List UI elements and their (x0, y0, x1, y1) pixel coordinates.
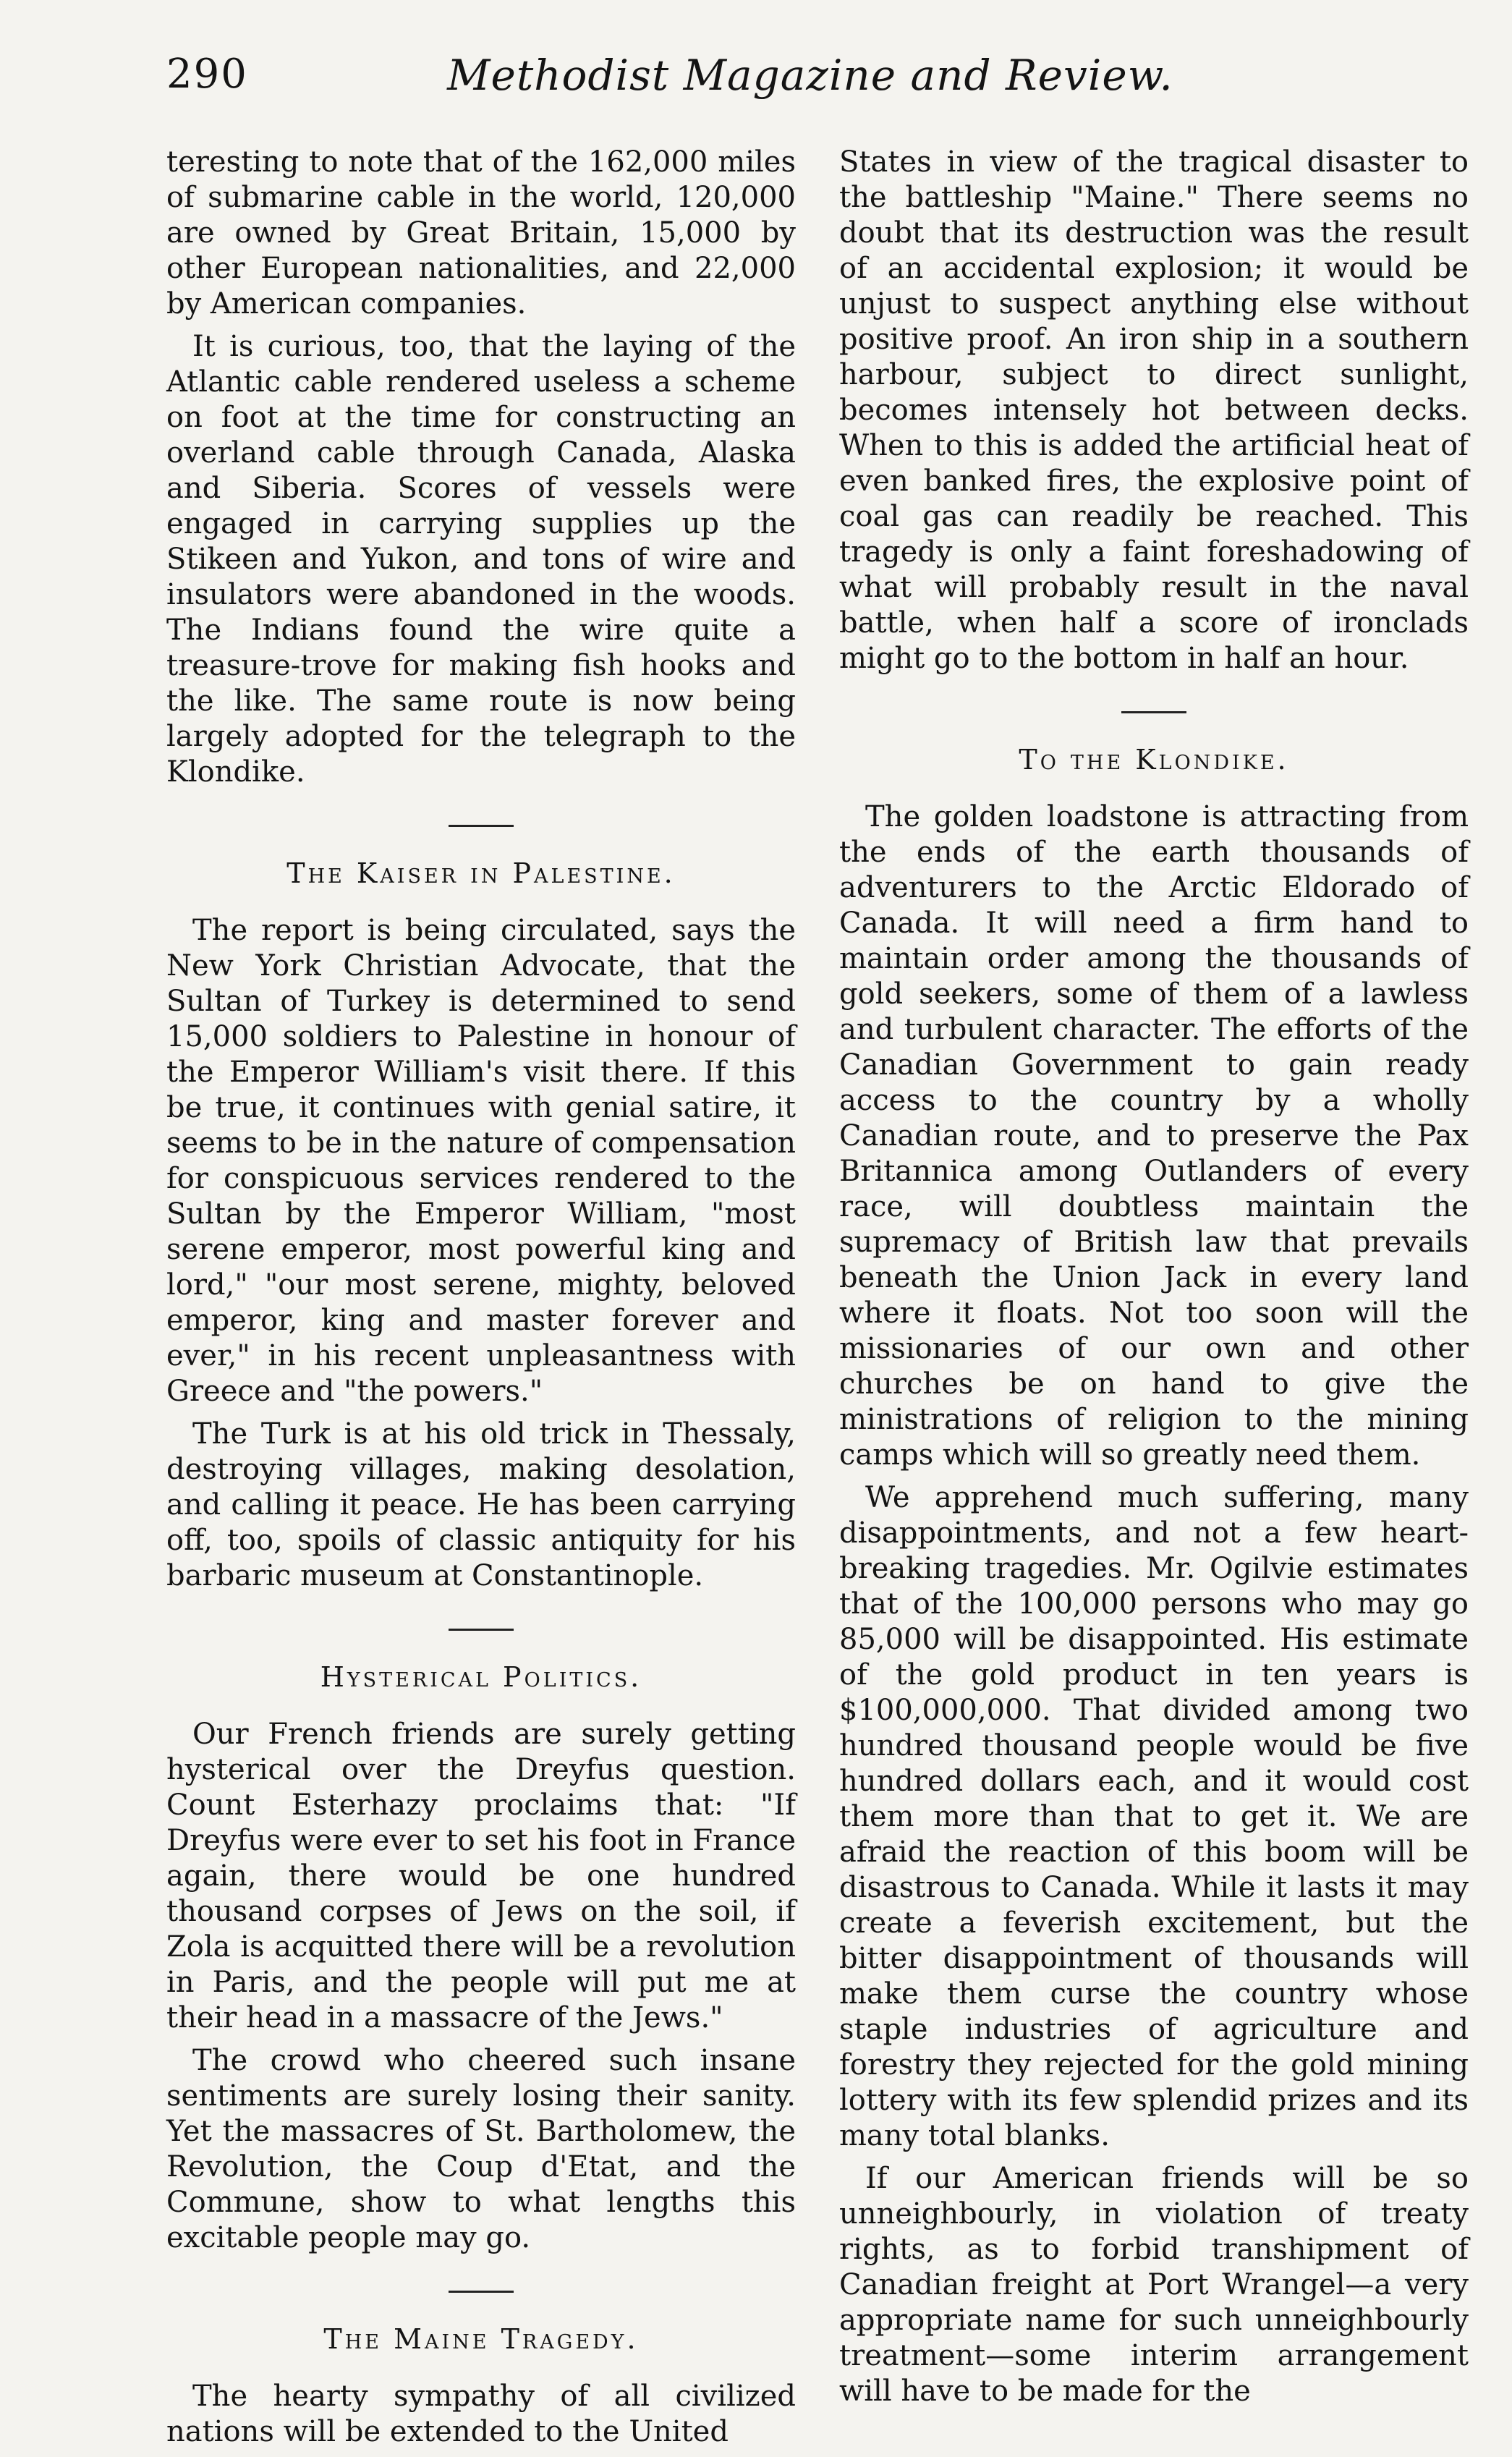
paragraph: Our French friends are surely getting hysterical over the Dreyfus question. Count Esterhazy proclaims that: "If Dreyfus were ever to set his foot in France again, there would be one hundred thousand corpses of Jews on the soil, if Zola is acquitted there will be a revolution in Paris, and the people will put me at their head in a massacre of the Jews." (166, 1718, 796, 2034)
section-heading-kaiser: The Kaiser in Palestine. (286, 857, 676, 889)
paragraph: The hearty sympathy of all civilized nations will be extended to the United (166, 2380, 796, 2448)
section-heading-klondike: To the Klondike. (1019, 744, 1289, 776)
page-number: 290 (166, 51, 248, 98)
section-divider (449, 2291, 514, 2293)
section-heading-maine: The Maine Tragedy. (323, 2323, 639, 2355)
paragraph: The crowd who cheered such insane sentiments are surely losing their sanity. Yet the massacres of St. Bartholomew, the Revolution, the Coup d'Etat, and the Commune, show to what lengths this excitable people may go. (166, 2044, 796, 2254)
section-heading-hysterical: Hysterical Politics. (320, 1661, 642, 1693)
paragraph: The Turk is at his old trick in Thessaly, destroying villages, making desolation, and calling it peace. He has been carrying off, too, spoils of classic antiquity for his barbaric museum at Constantinople. (166, 1417, 796, 1592)
paragraph: We apprehend much suffering, many disappointments, and not a few heart-breaking tragedies. Mr. Ogilvie estimates that of the 100,000 persons who may go 85,000 will be disappointed. His estimate of the gold product in ten years is $100,000,000. That divided among two hundred thousand people would be five hundred dollars each, and it would cost them more than that to get it. We are afraid the reaction of this boom will be disastrous to Canada. While it lasts it may create a feverish excitement, but the bitter disappointment of thousands will make them curse the country whose staple industries of agriculture and forestry they rejected for the gold mining lottery with its few splendid prizes and its many total blanks. (839, 1481, 1469, 2152)
paragraph: teresting to note that of the 162,000 miles of submarine cable in the world, 120,000 are owned by Great Britain, 15,000 by other European nationalities, and 22,000 by American companies. (166, 145, 796, 321)
right-column (839, 145, 1469, 2416)
left-column (166, 145, 796, 2457)
paragraph: The report is being circulated, says the New York Christian Advocate, that the Sultan of Turkey is determined to send 15,000 soldiers to Palestine in honour of the Emperor William's visit there. If this be true, it continues with genial satire, it seems to be in the nature of compensation for conspicuous services rendered to the Sultan by the Emperor William, "most serene emperor, most powerful king and lord," "our most serene, mighty, beloved emperor, king and master forever and ever," in his recent unpleasantness with Greece and "the powers." (166, 914, 796, 1408)
section-divider (449, 1629, 514, 1631)
section-divider (449, 825, 514, 827)
paragraph: It is curious, too, that the laying of the Atlantic cable rendered useless a scheme on foot at the time for constructing an overland cable through Canada, Alaska and Siberia. Scores of vessels were engaged in carrying supplies up the Stikeen and Yukon, and tons of wire and insulators were abandoned in the woods. The Indians found the wire quite a treasure-trove for making fish hooks and the like. The same route is now being largely adopted for the telegraph to the Klondike. (166, 330, 796, 789)
page-header (166, 51, 1454, 109)
paragraph: If our American friends will be so unneighbourly, in violation of treaty rights, as to forbid transhipment of Canadian freight at Port Wrangel—a very appropriate name for such unneighbourly treatment—some interim arrangement will have to be made for the (839, 2162, 1469, 2408)
paragraph: The golden loadstone is attracting from the ends of the earth thousands of adventurers to the Arctic Eldorado of Canada. It will need a firm hand to maintain order among the thousands of gold seekers, some of them of a lawless and turbulent character. The efforts of the Canadian Government to gain ready access to the country by a wholly Canadian route, and to preserve the Pax Britannica among Outlanders of every race, will doubtless maintain the supremacy of British law that prevails beneath the Union Jack in every land where it floats. Not too soon will the missionaries of our own and other churches be on hand to give the ministrations of religion to the mining camps which will so greatly need them. (839, 800, 1469, 1472)
paragraph: States in view of the tragical disaster to the battleship "Maine." There seems no doubt that its destruction was the result of an accidental explosion; it would be unjust to suspect anything else without positive proof. An iron ship in a southern harbour, subject to direct sunlight, becomes intensely hot between decks. When to this is added the artificial heat of even banked fires, the explosive point of coal gas can readily be reached. This tragedy is only a faint foreshadowing of what will probably result in the naval battle, when half a score of ironclads might go to the bottom in half an hour. (839, 145, 1469, 675)
section-divider (1121, 711, 1186, 713)
running-title: Methodist Magazine and Review. (447, 51, 1173, 100)
